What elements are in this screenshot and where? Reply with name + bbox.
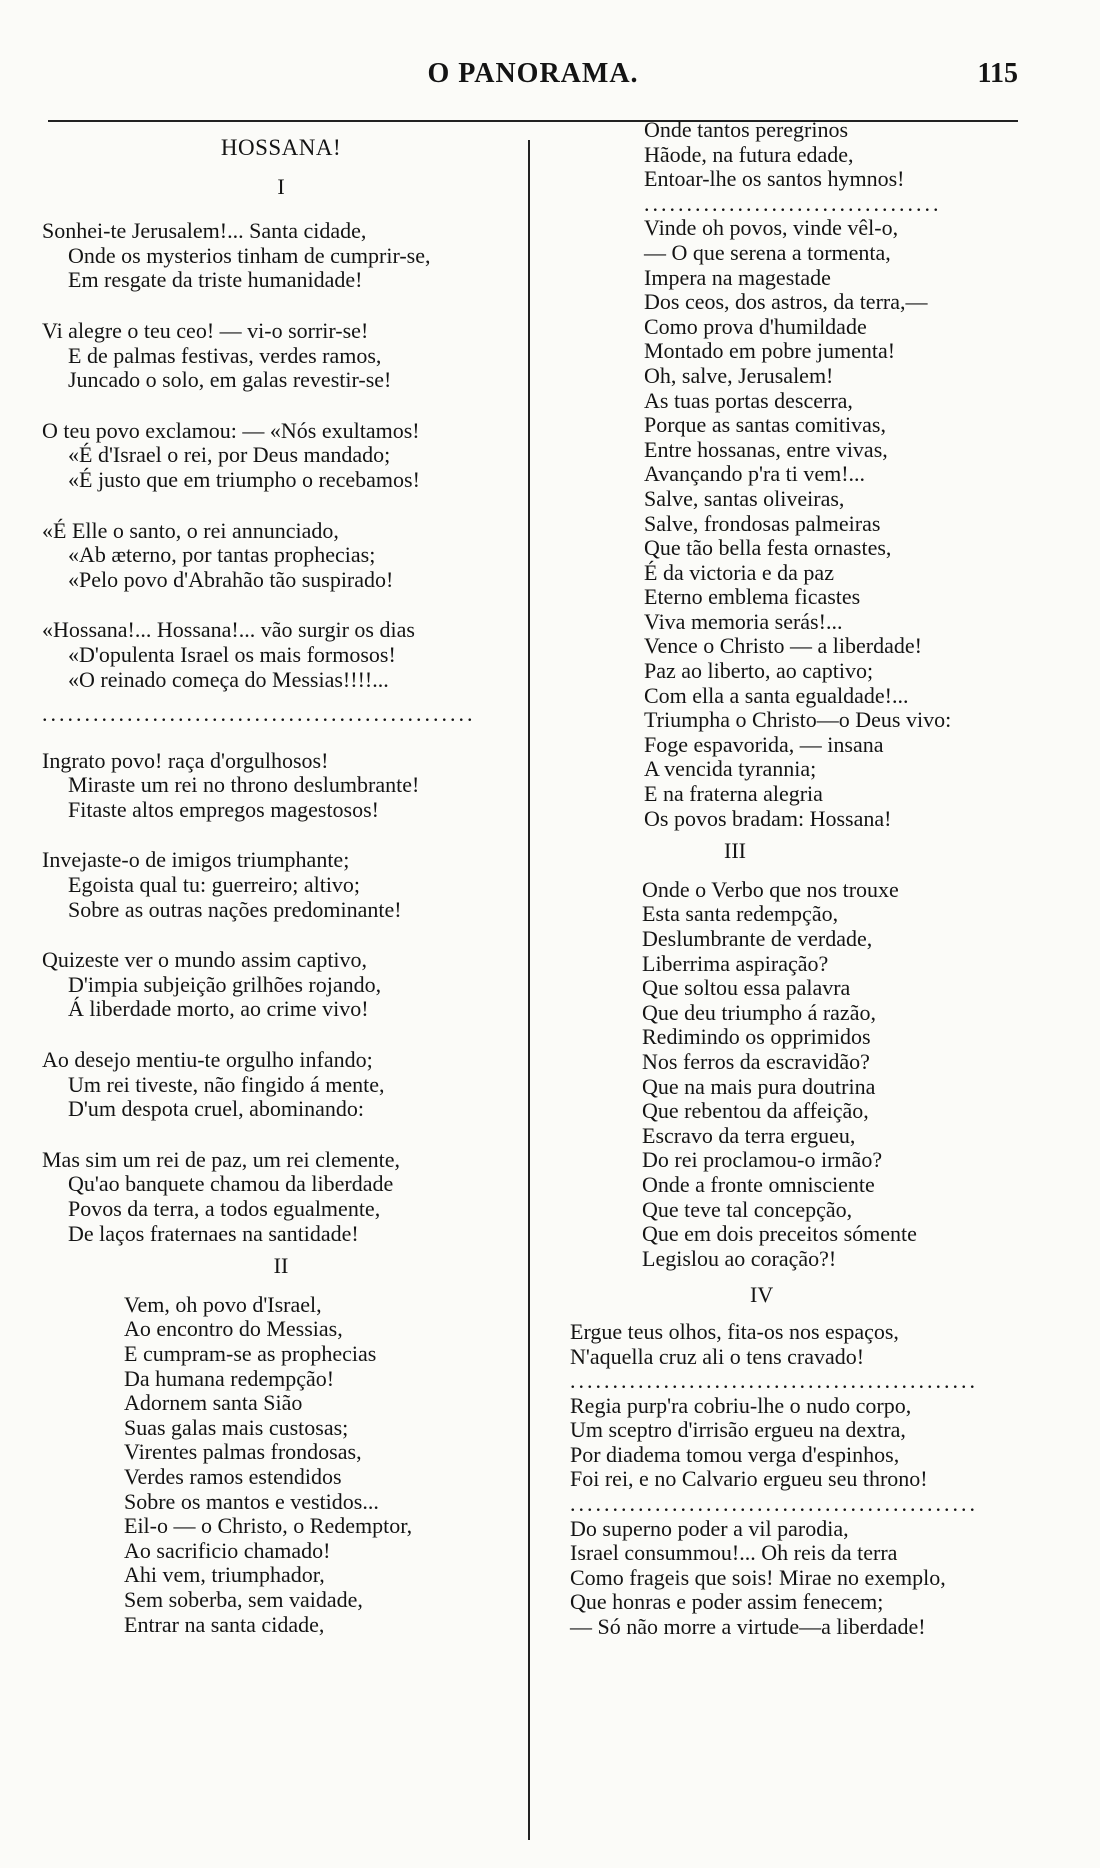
verse-line: «D'opulenta Israel os mais formosos!: [68, 641, 396, 667]
section-heading-4: IV: [750, 1282, 774, 1308]
verse-line: Eterno emblema ficastes: [644, 584, 861, 610]
verse-line: Porque as santas comitivas,: [644, 412, 886, 438]
verse-line: Sem soberba, sem vaidade,: [124, 1586, 363, 1612]
verse-line: Quizeste ver o mundo assim captivo,: [42, 947, 368, 973]
stanza: [42, 618, 520, 692]
stanza-group-4: [560, 118, 1020, 192]
stanza-gap: [42, 922, 520, 948]
verse-line: E cumpram-se as prophecias: [124, 1340, 377, 1366]
verse-line: N'aquella cruz ali o tens cravado!: [570, 1343, 865, 1369]
ellipsis-rule: ................................................: [570, 1492, 978, 1517]
poem-title: HOSSANA!: [220, 135, 342, 160]
verse-line: Fitaste altos empregos magestosos!: [68, 796, 380, 822]
verse-line: Entrar na santa cidade,: [124, 1611, 325, 1637]
verse-line: Sobre as outras nações predominante!: [68, 896, 402, 922]
verse-line: Vem, oh povo d'Israel,: [124, 1291, 322, 1317]
verse-line: Que rebentou da affeição,: [642, 1098, 869, 1124]
verse-line: Dos ceos, dos astros, da terra,—: [644, 289, 928, 315]
verse-line: Ao sacrificio chamado!: [124, 1537, 331, 1563]
verse-line: — O que serena a tormenta,: [644, 239, 891, 265]
verse-line: Salve, santas oliveiras,: [644, 485, 845, 511]
verse-line: «Ab æterno, por tantas prophecias;: [68, 542, 376, 568]
stanza-group-6: [560, 878, 1020, 1272]
page-number: 115: [977, 58, 1018, 89]
stanza-group-8: [560, 1394, 1020, 1492]
verse-line: «É justo que em triumpho o recebamos!: [68, 466, 420, 492]
verse-line: Deslumbrante de verdade,: [642, 926, 873, 951]
stanza: [42, 848, 520, 922]
stanza-gap: [42, 293, 520, 319]
verse-line: Ingrato povo! raça d'orgulhosos!: [42, 747, 329, 773]
verse-line: Egoista qual tu: guerreiro; altivo;: [68, 872, 361, 898]
page-header: [48, 58, 1018, 98]
verse-line: Nos ferros da escravidão?: [642, 1048, 870, 1074]
verse-line: Salve, frondosas palmeiras: [644, 510, 881, 536]
column-divider: [528, 140, 530, 1840]
verse-line: Um sceptro d'irrisão ergueu na dextra,: [570, 1417, 906, 1443]
verse-line: Onde a fronte omnisciente: [642, 1171, 875, 1197]
verse-line: Um rei tiveste, não fingido á mente,: [68, 1071, 385, 1097]
verse-line: Eil-o — o Christo, o Redemptor,: [124, 1513, 413, 1539]
running-title: O PANORAMA.: [427, 58, 639, 89]
stanza-group-5: [560, 216, 1020, 831]
verse-line: D'impia subjeição grilhões rojando,: [68, 971, 382, 997]
stanza-gap: [42, 822, 520, 848]
stanza: [42, 1148, 520, 1246]
verse-line: Ao desejo mentiu-te orgulho infando;: [42, 1047, 373, 1073]
verse-line: Ao encontro do Messias,: [124, 1316, 343, 1342]
verse-line: Vi alegre o teu ceo! — vi-o sorrir-se!: [42, 317, 369, 343]
verse-line: Israel consummou!... Oh reis da terra: [570, 1540, 898, 1566]
verse-line: Povos da terra, a todos egualmente,: [68, 1196, 381, 1221]
verse-line: Á liberdade morto, ao crime vivo!: [68, 996, 369, 1022]
right-column: [560, 118, 1020, 1640]
stanza-gap: [42, 493, 520, 519]
verse-line: Em resgate da triste humanidade!: [68, 267, 363, 293]
verse-line: Liberrima aspiração?: [642, 950, 829, 976]
verse-line: Triumpha o Christo—o Deus vivo:: [644, 707, 952, 733]
verse-line: Ergue teus olhos, fita-os nos espaços,: [570, 1318, 899, 1344]
ellipsis-rule: ...................................: [644, 191, 942, 216]
verse-line: Ahi vem, triumphador,: [124, 1562, 325, 1588]
verse-line: Sonhei-te Jerusalem!... Santa cidade,: [42, 218, 367, 244]
stanza-gap: [42, 393, 520, 419]
stanza-group-9: [560, 1517, 1020, 1640]
verse-line: Paz ao liberto, ao captivo;: [644, 658, 874, 684]
verse-line: Avançando p'ra ti vem!...: [644, 461, 866, 487]
verse-line: Oh, salve, Jerusalem!: [644, 362, 834, 388]
verse-line: Legislou ao coração?!: [642, 1245, 837, 1271]
verse-line: Vence o Christo — a liberdade!: [644, 633, 922, 659]
verse-line: Onde tantos peregrinos: [644, 117, 849, 142]
stanza: [42, 749, 520, 823]
verse-line: Como frageis que sois! Mirae no exemplo,: [570, 1564, 946, 1590]
verse-line: Miraste um rei no throno deslumbrante!: [68, 772, 420, 798]
verse-line: Que em dois preceitos sómente: [642, 1221, 917, 1247]
verse-line: E na fraterna alegria: [644, 781, 823, 807]
stanza-gap: [42, 592, 520, 618]
verse-line: Entre hossanas, entre vivas,: [644, 436, 888, 462]
stanza-gap: [42, 1022, 520, 1048]
verse-line: «É Elle o santo, o rei annunciado,: [42, 517, 339, 543]
stanza: [42, 1048, 520, 1122]
verse-line: É da victoria e da paz: [644, 559, 834, 585]
verse-line: As tuas portas descerra,: [644, 387, 853, 413]
verse-line: Invejaste-o de imigos triumphante;: [42, 847, 350, 873]
stanza: [42, 319, 520, 393]
verse-line: D'um despota cruel, abominando:: [68, 1096, 365, 1122]
verse-line: Do superno poder a vil parodia,: [570, 1515, 849, 1541]
verse-line: Virentes palmas frondosas,: [124, 1439, 362, 1465]
verse-line: Foge espavorida, — insana: [644, 731, 884, 757]
verse-line: «O reinado começa do Messias!!!!...: [68, 666, 389, 692]
verse-line: Do rei proclamou-o irmão?: [642, 1147, 883, 1173]
ellipsis-rule: ...................................................: [42, 702, 476, 727]
stanza-group-3: [42, 1293, 520, 1637]
verse-line: Hãode, na futura edade,: [644, 141, 854, 167]
verse-line: Esta santa redempção,: [642, 901, 839, 927]
verse-line: Sobre os mantos e vestidos...: [124, 1488, 379, 1514]
verse-line: Os povos bradam: Hossana!: [644, 805, 892, 831]
verse-line: Que deu triumpho á razão,: [642, 999, 876, 1025]
verse-line: O teu povo exclamou: — «Nós exultamos!: [42, 417, 420, 443]
verse-line: Que soltou essa palavra: [642, 975, 851, 1001]
verse-line: Com ella a santa egualdade!...: [644, 682, 909, 708]
verse-line: Verdes ramos estendidos: [124, 1463, 342, 1489]
verse-line: Entoar-lhe os santos hymnos!: [644, 166, 905, 192]
verse-line: Que na mais pura doutrina: [642, 1073, 876, 1099]
verse-line: Como prova d'humildade: [644, 313, 867, 339]
verse-line: «Hossana!... Hossana!... vão surgir os dias: [42, 617, 415, 643]
verse-line: Que tão bella festa ornastes,: [644, 535, 892, 561]
verse-line: Viva memoria serás!...: [644, 608, 843, 634]
verse-line: — Só não morre a virtude—a liberdade!: [570, 1614, 926, 1640]
stanza: [42, 519, 520, 593]
verse-line: Que honras e poder assim fenecem;: [570, 1589, 884, 1615]
verse-line: «É d'Israel o rei, por Deus mandado;: [68, 442, 391, 468]
verse-line: Juncado o solo, em galas revestir-se!: [68, 367, 392, 393]
stanza: [42, 219, 520, 293]
left-column: [42, 136, 520, 1637]
verse-line: Redimindo os opprimidos: [642, 1024, 871, 1050]
verse-line: E de palmas festivas, verdes ramos,: [68, 342, 382, 368]
stanza-group-1: [42, 219, 520, 692]
verse-line: De laços fraternaes na santidade!: [68, 1220, 359, 1246]
verse-line: Suas galas mais custosas;: [124, 1414, 349, 1440]
verse-line: Escravo da terra ergueu,: [642, 1122, 856, 1148]
verse-line: Onde o Verbo que nos trouxe: [642, 876, 899, 902]
verse-line: «Pelo povo d'Abrahão tão suspirado!: [68, 566, 394, 592]
verse-line: Que teve tal concepção,: [642, 1196, 853, 1222]
section-heading-1: I: [277, 173, 285, 199]
verse-line: Qu'ao banquete chamou da liberdade: [68, 1171, 394, 1197]
verse-line: Mas sim um rei de paz, um rei clemente,: [42, 1146, 400, 1172]
verse-line: Da humana redempção!: [124, 1365, 335, 1391]
ellipsis-rule: ................................................: [570, 1369, 978, 1394]
stanza-group-2: [42, 749, 520, 1247]
verse-line: Foi rei, e no Calvario ergueu seu throno!: [570, 1466, 928, 1492]
verse-line: Vinde oh povos, vinde vêl-o,: [644, 215, 899, 241]
verse-line: A vencida tyrannia;: [644, 756, 817, 782]
verse-line: Montado em pobre jumenta!: [644, 338, 896, 364]
stanza-group-7: [560, 1320, 1020, 1369]
verse-line: Impera na magestade: [644, 264, 831, 290]
section-heading-3: III: [724, 838, 746, 864]
verse-line: Por diadema tomou verga d'espinhos,: [570, 1441, 900, 1467]
stanza: [42, 948, 520, 1022]
stanza-gap: [42, 1122, 520, 1148]
verse-line: Regia purp'ra cobriu-lhe o nudo corpo,: [570, 1392, 912, 1418]
section-heading-2: II: [273, 1253, 289, 1279]
verse-line: Onde os mysterios tinham de cumprir-se,: [68, 242, 431, 268]
stanza: [42, 419, 520, 493]
verse-line: Adornem santa Sião: [124, 1390, 303, 1416]
